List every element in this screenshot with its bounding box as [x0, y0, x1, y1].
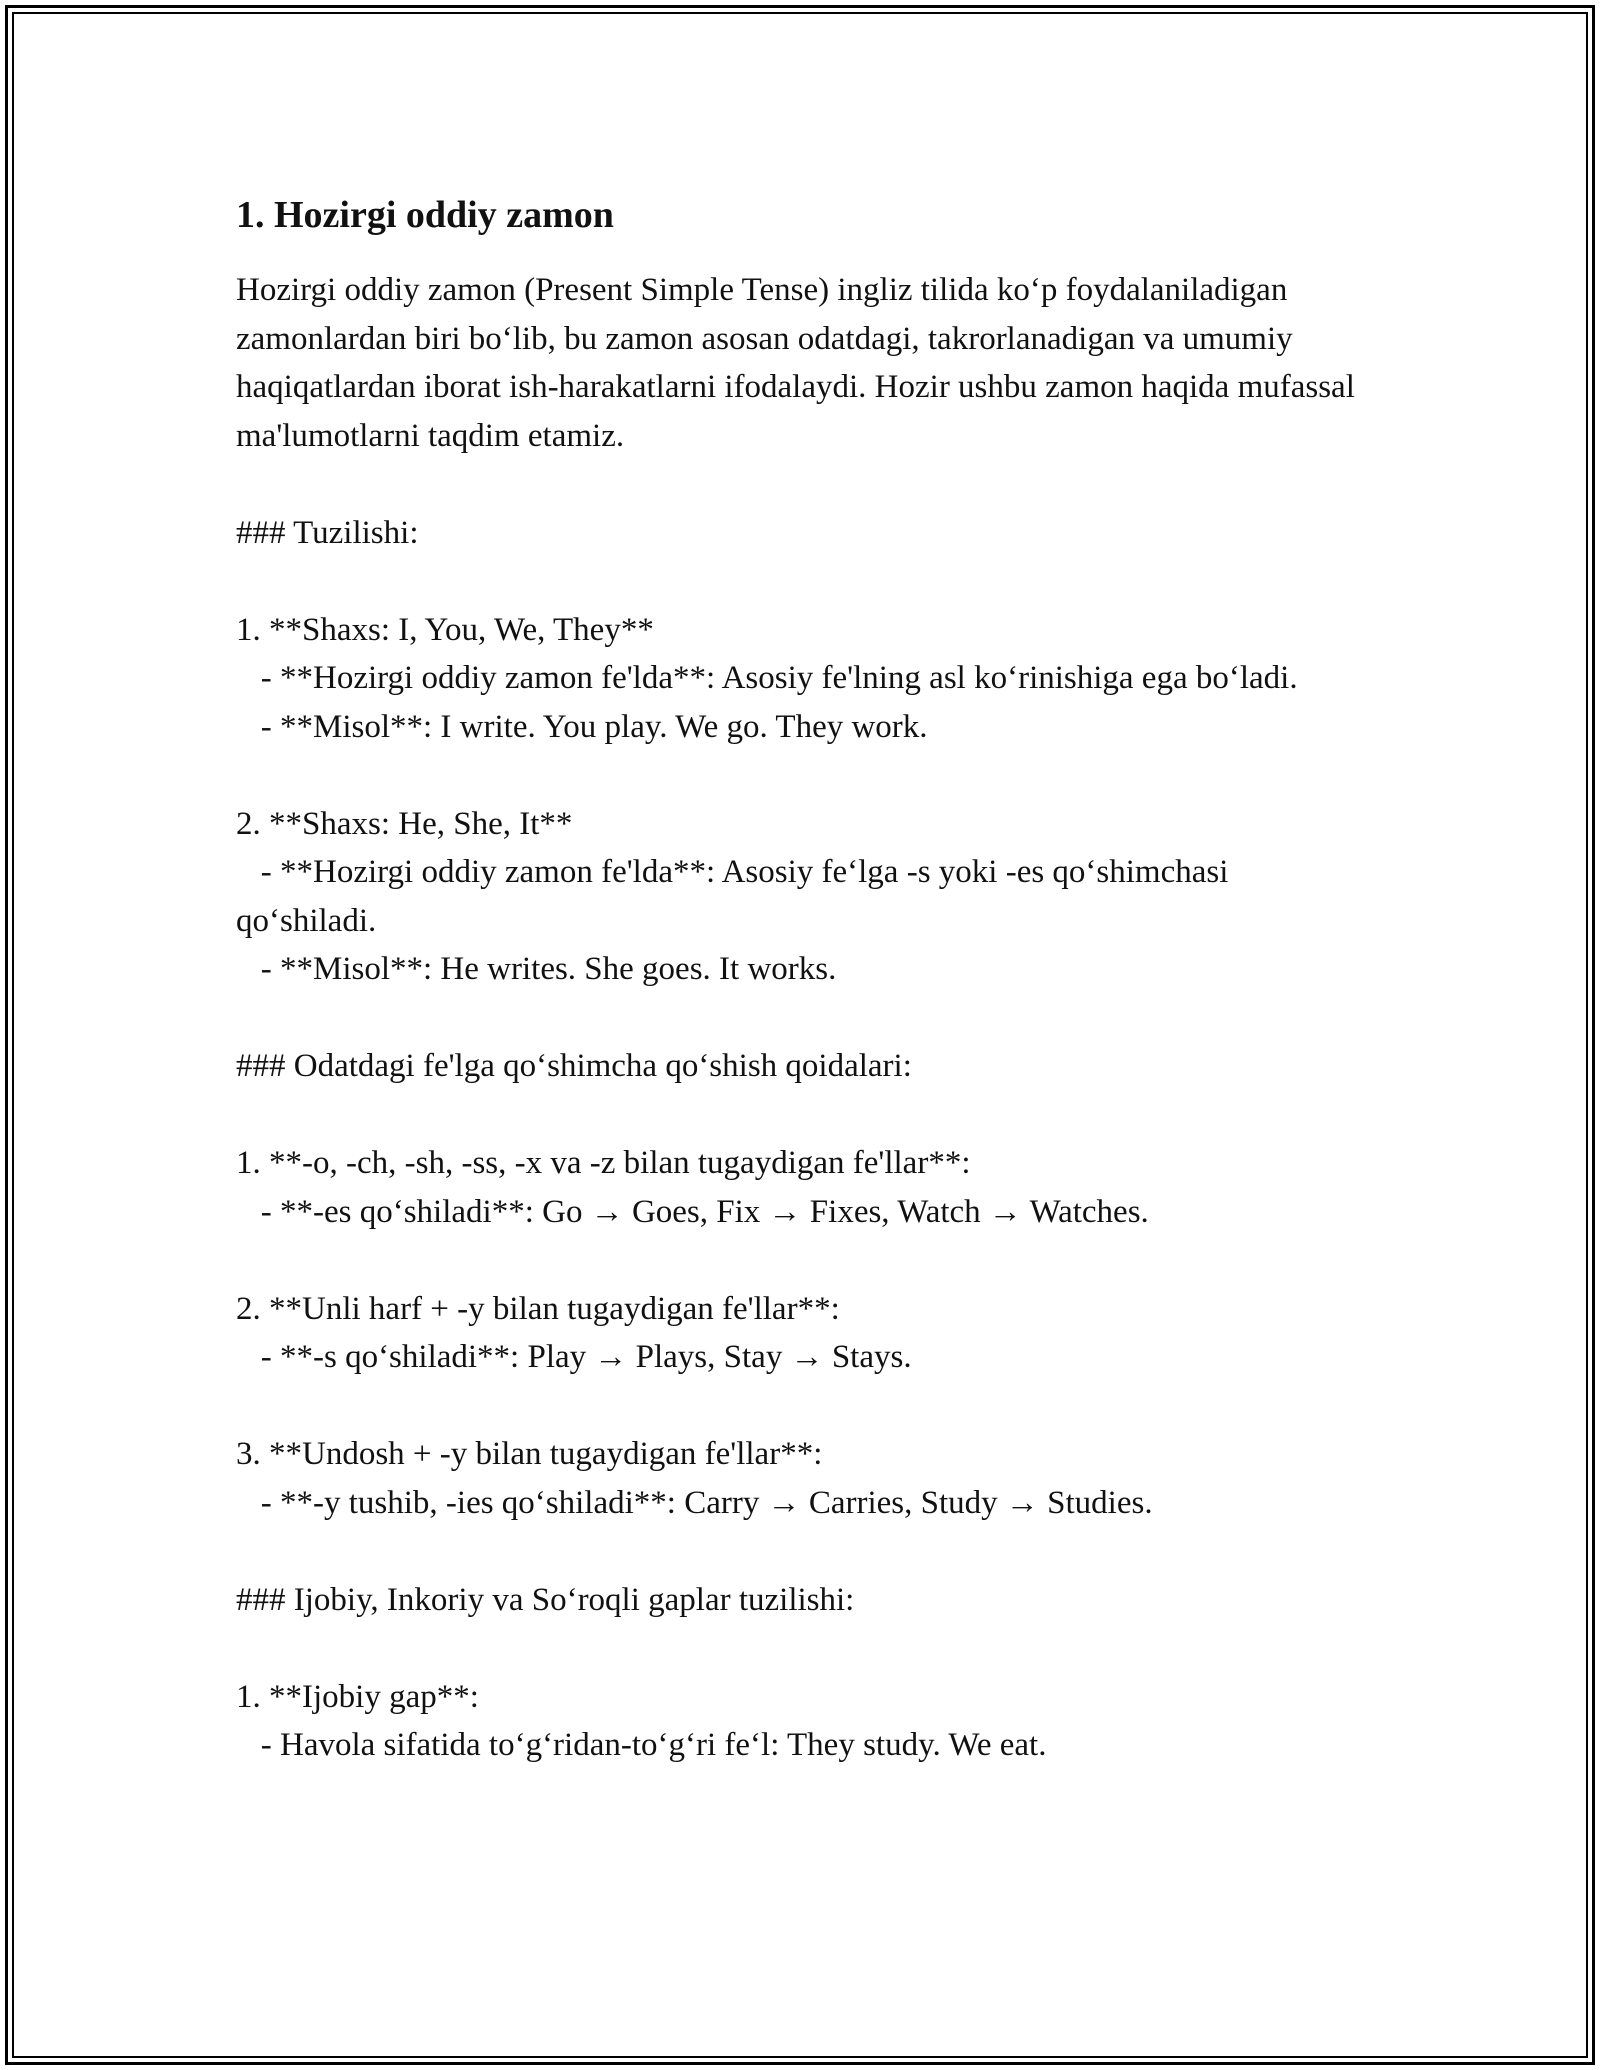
- text-line: - Havola sifatida to‘g‘ridan-to‘g‘ri fe‘l: They study. We eat.: [236, 1727, 1047, 1763]
- text-line: 1. **Ijobiy gap**:: [236, 1678, 479, 1715]
- text-line: - **-es qo‘shiladi**: Go → Goes, Fix → Fixes, Watch → Watches.: [236, 1193, 1149, 1230]
- blank-line: [236, 994, 1366, 1043]
- text-line: ### Ijobiy, Inkoriy va So‘roqli gaplar tuzilishi:: [236, 1581, 855, 1618]
- text-line: - **Hozirgi oddiy zamon fe'lda**: Asosiy fe'lning asl ko‘rinishiga ega bo‘ladi.: [236, 660, 1298, 696]
- text-line: ### Odatdagi fe'lga qo‘shimcha qo‘shish qoidalari:: [236, 1048, 912, 1084]
- blank-line: [236, 557, 1366, 606]
- intro-paragraph: Hozirgi oddiy zamon (Present Simple Tense) ingliz tilida ko‘p foydalaniladigan zamonlardan biri bo‘lib, bu zamon asosan odatdagi, takrorlanadigan va umumiy haqiqatlardan iborat ish-harakatlarni ifodalaydi. Hozir ushbu zamon haqida mufassal ma'lumotlarni taqdim etamiz.: [236, 272, 1364, 454]
- blank-line: [236, 1091, 1366, 1140]
- text-line: - **Misol**: He writes. She goes. It works.: [236, 951, 837, 987]
- blank-line: [236, 1624, 1366, 1673]
- text-line: 3. **Undosh + -y bilan tugaydigan fe'llar**:: [236, 1436, 823, 1472]
- text-line: - **-y tushib, -ies qo‘shiladi**: Carry → Carries, Study → Studies.: [236, 1484, 1153, 1521]
- text-line: 1. **-o, -ch, -sh, -ss, -x va -z bilan tugaydigan fe'llar**:: [236, 1145, 971, 1181]
- text-line: ### Tuzilishi:: [236, 514, 419, 551]
- document-title: 1. Hozirgi oddiy zamon: [236, 194, 614, 236]
- blank-line: [236, 460, 1366, 509]
- text-line: - **Misol**: I write. You play. We go. They work.: [236, 708, 928, 745]
- text-line: 1. **Shaxs: I, You, We, They**: [236, 611, 654, 648]
- blank-line: [236, 1236, 1366, 1285]
- text-line: - **Hozirgi oddiy zamon fe'lda**: Asosiy fe‘lga -s yoki -es qo‘shimchasi qo‘shiladi.: [236, 854, 1237, 939]
- document-body: [236, 186, 1366, 1770]
- text-line: 2. **Unli harf + -y bilan tugaydigan fe'llar**:: [236, 1290, 840, 1327]
- text-line: 2. **Shaxs: He, She, It**: [236, 805, 573, 842]
- blank-line: [236, 1382, 1366, 1431]
- text-line: - **-s qo‘shiladi**: Play → Plays, Stay → Stays.: [236, 1339, 912, 1375]
- blank-line: [236, 751, 1366, 800]
- blank-line: [236, 1527, 1366, 1576]
